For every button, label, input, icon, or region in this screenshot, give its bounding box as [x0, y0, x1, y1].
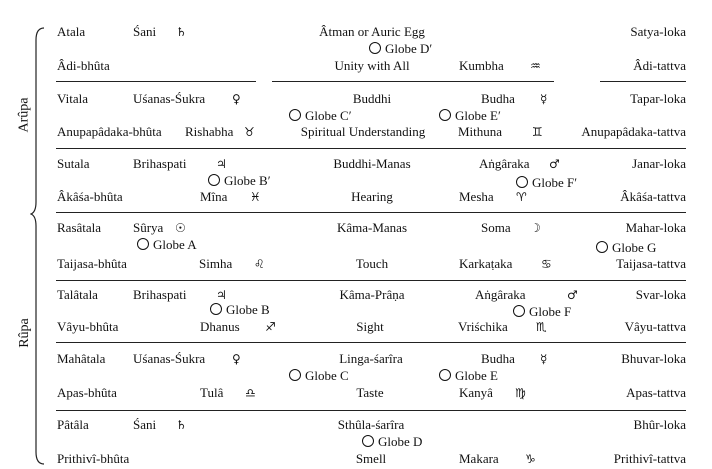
venus-icon: ♀	[232, 352, 241, 366]
scorpio-icon: ♏	[536, 320, 547, 334]
globe-marker	[362, 435, 422, 449]
globe-circle-icon	[289, 109, 301, 121]
tattva-name: Âdi-tattva	[633, 58, 686, 73]
aquarius-icon: ♒	[530, 59, 541, 73]
taurus-icon: ♉	[244, 125, 255, 139]
mercury-icon: ☿	[540, 92, 548, 106]
pisces-icon: ♓	[250, 190, 261, 204]
globe-marker	[210, 303, 270, 317]
lord-name: Aṅgâraka	[479, 156, 530, 171]
divider	[56, 342, 686, 343]
globe-label: Globe D′	[385, 41, 433, 56]
planet-name: Brihaspati	[133, 156, 187, 171]
sun-icon: ☉	[175, 221, 186, 235]
venus-icon: ♀	[232, 92, 241, 106]
sign-name: Mîna	[200, 189, 228, 204]
talas-name: Vitala	[57, 91, 88, 106]
sense: Unity with All	[334, 58, 410, 73]
talas-name: Rasâtala	[57, 220, 102, 235]
globe-marker	[439, 369, 498, 383]
jupiter-icon: ♃	[216, 288, 227, 302]
globe-circle-icon	[439, 369, 451, 381]
sense: Spiritual Understanding	[300, 124, 426, 139]
globe-label: Globe B	[226, 302, 270, 317]
capricorn-icon: ♑	[525, 452, 536, 466]
loka-name: Svar-loka	[635, 287, 686, 302]
tattva-name: Apas-tattva	[626, 385, 686, 400]
bhuta-name: Anupapâdaka-bhûta	[57, 124, 162, 139]
planet-name: Śani	[133, 24, 157, 39]
planet-name: Uśanas-Śukra	[133, 91, 206, 106]
talas-name: Mahâtala	[57, 351, 106, 366]
saturn-icon: ♄	[176, 25, 187, 39]
globe-marker	[289, 109, 352, 123]
mercury-icon: ☿	[540, 352, 548, 366]
globe-circle-icon	[208, 174, 220, 186]
tattva-name: Taijasa-tattva	[616, 256, 686, 271]
tattva-name: Prithivî-tattva	[613, 451, 686, 466]
bhuta-name: Vâyu-bhûta	[57, 319, 119, 334]
tattva-name: Vâyu-tattva	[624, 319, 686, 334]
globe-label: Globe F	[529, 304, 572, 319]
sense: Hearing	[351, 189, 393, 204]
sign-name: Makara	[459, 451, 499, 466]
tattva-name: Anupapâdaka-tattva	[581, 124, 686, 139]
globe-label: Globe G	[612, 240, 657, 255]
planet-name: Śani	[133, 417, 157, 432]
sign-name: Vriśchika	[458, 319, 508, 334]
loka-name: Bhuvar-loka	[621, 351, 686, 366]
lord-name: Soma	[481, 220, 511, 235]
talas-name: Atala	[57, 24, 86, 39]
saturn-icon: ♄	[176, 418, 187, 432]
sign-name: Tulâ	[200, 385, 224, 400]
divider	[56, 280, 686, 281]
bhuta-name: Apas-bhûta	[57, 385, 117, 400]
divider	[272, 81, 554, 82]
globe-label: Globe A	[153, 237, 197, 252]
principle: Buddhi-Manas	[333, 156, 411, 171]
globe-marker	[596, 241, 656, 255]
talas-name: Sutala	[57, 156, 90, 171]
bhuta-name: Taijasa-bhûta	[57, 256, 127, 271]
divider	[56, 212, 686, 213]
planet-name: Sûrya	[133, 220, 164, 235]
lord-name: Budha	[481, 91, 515, 106]
jupiter-icon: ♃	[216, 157, 227, 171]
sagittarius-icon: ♐	[265, 320, 276, 334]
arupa-label: Arûpa	[16, 97, 32, 133]
sign-name: Rishabha	[185, 124, 234, 139]
globe-circle-icon	[369, 42, 381, 54]
rupa-label: Rûpa	[16, 318, 32, 348]
sense: Touch	[355, 256, 389, 271]
tattva-name: Âkâśa-tattva	[620, 189, 686, 204]
divider	[56, 81, 256, 82]
globe-marker	[516, 176, 577, 190]
sign-name: Mesha	[459, 189, 494, 204]
sense: Sight	[356, 319, 384, 334]
globe-label: Globe D	[378, 434, 423, 449]
virgo-icon: ♍	[515, 386, 526, 400]
principle: Buddhi	[352, 91, 392, 106]
sense: Smell	[355, 451, 387, 466]
sense: Taste	[356, 385, 384, 400]
globe-label: Globe E	[455, 368, 498, 383]
globe-marker	[369, 42, 432, 56]
sign-name: Mithuna	[458, 124, 503, 139]
cancer-icon: ♋	[541, 257, 552, 271]
principle: Linga-śarîra	[339, 351, 403, 366]
globe-circle-icon	[513, 305, 525, 317]
globe-circle-icon	[596, 241, 608, 253]
principle: Kâma-Manas	[336, 220, 408, 235]
talas-name: Talâtala	[57, 287, 98, 302]
globe-marker	[137, 238, 197, 252]
divider	[56, 410, 686, 411]
globe-circle-icon	[439, 109, 451, 121]
globe-circle-icon	[516, 176, 528, 188]
left-brace	[30, 26, 46, 466]
talas-name: Pâtâla	[57, 417, 89, 432]
globe-circle-icon	[362, 435, 374, 447]
gemini-icon: ♊	[532, 125, 543, 139]
aries-icon: ♈	[516, 190, 527, 204]
divider	[600, 81, 686, 82]
loka-name: Tapar-loka	[630, 91, 686, 106]
loka-name: Satya-loka	[630, 24, 686, 39]
sign-name: Kanyâ	[459, 385, 493, 400]
moon-icon: ☽	[530, 221, 541, 235]
mars-icon: ♂	[549, 157, 560, 171]
libra-icon: ♎	[245, 386, 256, 400]
globe-label: Globe B′	[224, 173, 271, 188]
globe-marker	[439, 109, 501, 123]
bhuta-name: Âkâśa-bhûta	[57, 189, 123, 204]
planet-name: Uśanas-Śukra	[133, 351, 206, 366]
bhuta-name: Prithivî-bhûta	[57, 451, 130, 466]
globe-marker	[208, 174, 271, 188]
sign-name: Simha	[199, 256, 233, 271]
globe-marker	[513, 305, 571, 319]
principle: Âtman or Auric Egg	[319, 24, 425, 39]
lord-name: Aṅgâraka	[475, 287, 526, 302]
principle: Sthûla-śarîra	[337, 417, 405, 432]
divider	[56, 148, 686, 149]
globe-label: Globe E′	[455, 108, 501, 123]
globe-circle-icon	[210, 303, 222, 315]
mars-icon: ♂	[567, 288, 578, 302]
globe-label: Globe F′	[532, 175, 578, 190]
sign-name: Dhanus	[200, 319, 240, 334]
globe-label: Globe C′	[305, 108, 352, 123]
sign-name: Kumbha	[459, 58, 504, 73]
principle: Kâma-Prâṇa	[339, 287, 405, 302]
lord-name: Budha	[481, 351, 515, 366]
loka-name: Mahar-loka	[625, 220, 686, 235]
sign-name: Karkaṭaka	[459, 256, 513, 271]
leo-icon: ♌	[254, 257, 265, 271]
globe-circle-icon	[289, 369, 301, 381]
loka-name: Janar-loka	[632, 156, 686, 171]
globe-circle-icon	[137, 238, 149, 250]
globe-marker	[289, 369, 349, 383]
planet-name: Brihaspati	[133, 287, 187, 302]
loka-name: Bhûr-loka	[633, 417, 686, 432]
globe-label: Globe C	[305, 368, 349, 383]
bhuta-name: Âdi-bhûta	[57, 58, 110, 73]
